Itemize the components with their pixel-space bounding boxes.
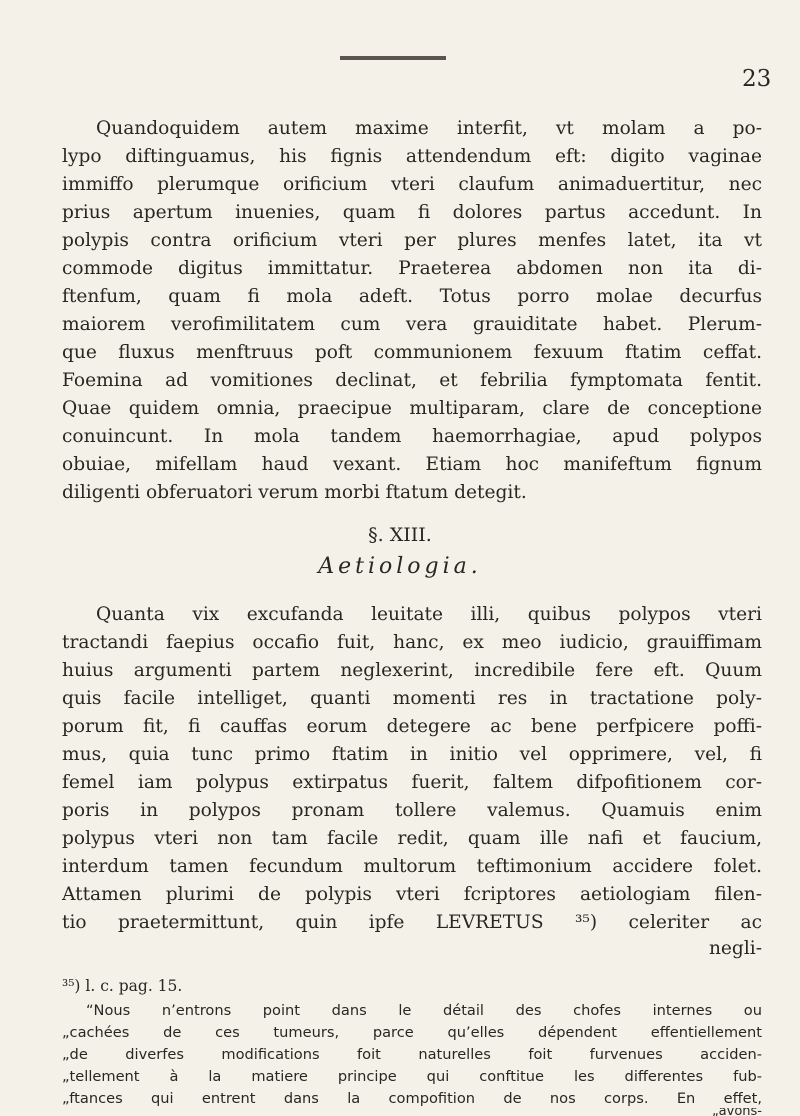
footnote-line: „tellement à la matiere principe qui conftitue les differentes fub- — [62, 1068, 762, 1085]
text-line: conuincunt. In mola tandem haemorrhagiae, apud polypos — [62, 426, 762, 447]
text-line: Attamen plurimi de polypis vteri fcriptores aetiologiam filen- — [62, 884, 762, 905]
text-line: ftenfum, quam fi mola adeft. Totus porro molae decurfus — [62, 286, 762, 307]
text-line: tio praetermittunt, quin ipfe LEVRETUS ³⁵) celeriter ac — [62, 912, 762, 933]
text-line: poris in polypos pronam tollere valemus. Quamuis enim — [62, 800, 762, 821]
text-line: interdum tamen fecundum multorum teftimonium accidere folet. — [62, 856, 762, 877]
text-line: Quandoquidem autem maxime interfit, vt molam a po- — [96, 118, 762, 139]
header-rule — [340, 56, 446, 60]
text-line: huius argumenti partem neglexerint, incredibile fere eft. Quum — [62, 660, 762, 681]
footnote-line: „ftances qui entrent dans la compofition de nos corps. En effet, — [62, 1090, 762, 1107]
text-line: que fluxus menftruus poft communionem fexuum ftatim ceffat. — [62, 342, 762, 363]
text-line: immiffo plerumque orificium vteri claufum animaduertitur, nec — [62, 174, 762, 195]
text-line: maiorem verofimilitatem cum vera grauiditate habet. Plerum- — [62, 314, 762, 335]
text-line: Quanta vix excufanda leuitate illi, quibus polypos vteri — [96, 604, 762, 625]
section-number: §. XIII. — [368, 524, 432, 546]
text-line: commode digitus immittatur. Praeterea abdomen non ita di- — [62, 258, 762, 279]
footnote-catchword: „avons- — [711, 1108, 762, 1116]
section-title: Aetiologia. — [318, 554, 482, 579]
text-line: polypis contra orificium vteri per plures menfes latet, ita vt — [62, 230, 762, 251]
text-line: polypus vteri non tam facile redit, quam ille nafi et faucium, — [62, 828, 762, 849]
text-line: Foemina ad vomitiones declinat, et febrilia fymptomata fentit. — [62, 370, 762, 391]
text-line: tractandi faepius occafio fuit, hanc, ex meo iudicio, grauiffimam — [62, 632, 762, 653]
text-line: quis facile intelliget, quanti momenti res in tractatione poly- — [62, 688, 762, 709]
text-line: porum fit, fi cauffas eorum detegere ac bene perfpicere poffi- — [62, 716, 762, 737]
text-line: prius apertum inuenies, quam fi dolores partus accedunt. In — [62, 202, 762, 223]
text-line: diligenti obferuatori verum morbi ftatum detegit. — [62, 482, 527, 503]
footnote-line: „cachées de ces tumeurs, parce qu’elles dépendent effentiellement — [62, 1024, 762, 1041]
page-number: 23 — [742, 66, 772, 92]
text-line: mus, quia tunc primo ftatim in initio vel opprimere, vel, fi — [62, 744, 762, 765]
footnote-line: “Nous n’entrons point dans le détail des chofes internes ou — [86, 1002, 762, 1019]
text-line: lypo diftinguamus, his fignis attendendum eft: digito vaginae — [62, 146, 762, 167]
text-line: femel iam polypus extirpatus fuerit, faltem difpofitionem cor- — [62, 772, 762, 793]
catchword: negli- — [708, 938, 762, 959]
footnote-reference: ³⁵) l. c. pag. 15. — [62, 977, 183, 995]
text-line: Quae quidem omnia, praecipue multiparam, clare de conceptione — [62, 398, 762, 419]
text-line: obuiae, mifellam haud vexant. Etiam hoc manifeftum fignum — [62, 454, 762, 475]
footnote-line: „de diverfes modifications foit naturelles foit furvenues acciden- — [62, 1046, 762, 1063]
